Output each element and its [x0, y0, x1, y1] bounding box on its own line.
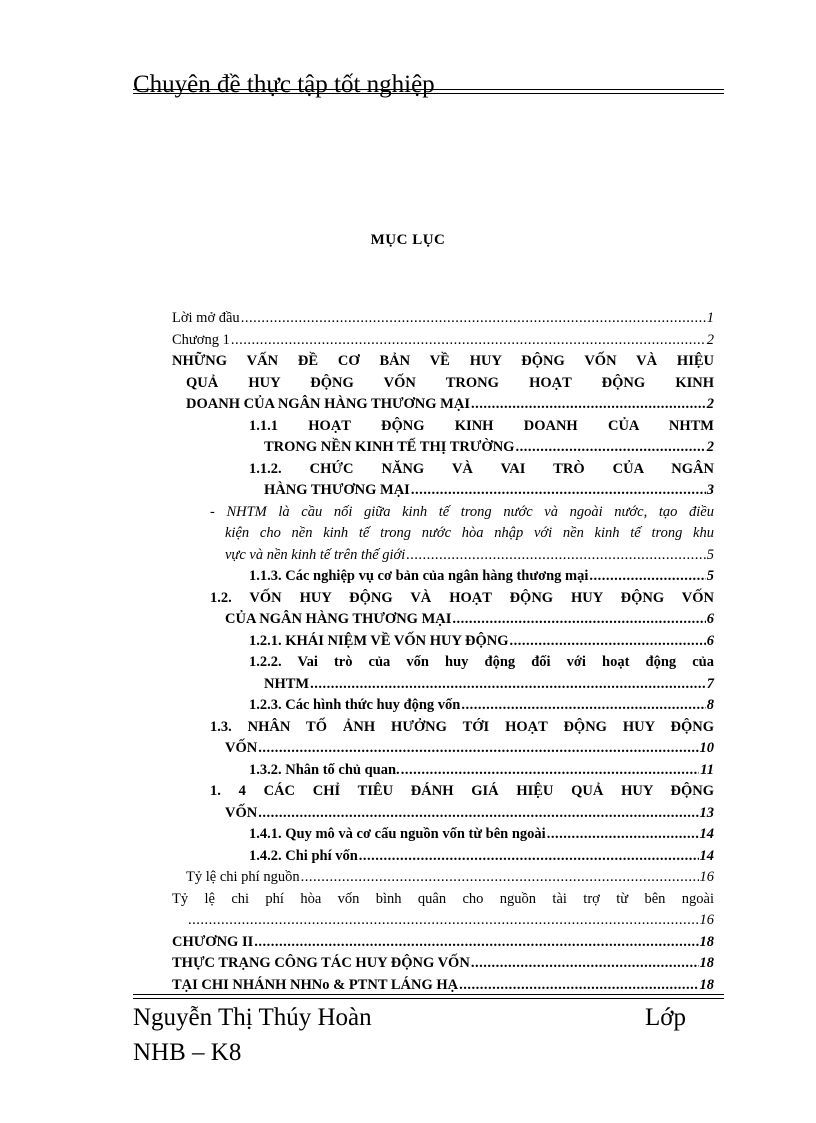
toc-page-number: 18 — [699, 933, 714, 950]
toc-entry[interactable] — [172, 932, 714, 954]
toc-page-number: 2 — [706, 439, 714, 455]
toc-page-number: 7 — [706, 675, 714, 692]
toc-entry[interactable] — [172, 566, 714, 588]
toc-entry-text: CỦA NGÂN HÀNG THƯƠNG MẠI — [225, 611, 452, 627]
toc-entry[interactable] — [172, 631, 714, 653]
toc-entry-text: 1.2. VỐN HUY ĐỘNG VÀ HOẠT ĐỘNG HUY ĐỘNG VỐN — [210, 589, 714, 606]
toc-entry[interactable] — [172, 717, 714, 760]
toc-entry[interactable] — [172, 846, 714, 868]
header-rule — [133, 89, 724, 90]
toc-leader-dots — [411, 480, 706, 502]
toc-entry-text: DOANH CỦA NGÂN HÀNG THƯƠNG MẠI — [186, 396, 470, 412]
toc-entry-text: VỐN — [225, 740, 258, 756]
toc-page-number: 11 — [700, 761, 714, 778]
toc-page-number: 8 — [706, 697, 714, 713]
toc-entry-text: 1.4.2. Chi phí vốn — [249, 847, 358, 864]
toc-page-number: 16 — [699, 912, 714, 928]
toc-leader-dots — [510, 631, 706, 653]
toc-leader-dots — [231, 330, 706, 352]
toc-entry-text: 1.1.3. Các nghiệp vụ cơ bản của ngân hàng thương mại — [249, 568, 589, 584]
toc-leader-dots — [515, 437, 705, 459]
document-header-title: Chuyên đề thực tập tốt nghiệp — [133, 71, 435, 98]
toc-leader-dots — [452, 609, 705, 631]
class-value: NHB – K8 — [133, 1039, 242, 1066]
toc-entry[interactable] — [172, 760, 714, 782]
table-of-contents — [172, 308, 714, 996]
toc-page-number: 6 — [706, 632, 714, 649]
toc-entry-text: Tỷ lệ chi phí nguồn — [186, 869, 300, 885]
toc-entry[interactable] — [172, 824, 714, 846]
footer-rule — [133, 994, 724, 995]
toc-entry-text: VỐN — [225, 804, 258, 821]
toc-page-number: 14 — [699, 847, 714, 864]
toc-leader-dots — [188, 910, 699, 932]
toc-leader-dots — [401, 760, 700, 782]
toc-entry-text: 1.1.2. CHỨC NĂNG VÀ VAI TRÒ CỦA NGÂN — [249, 460, 714, 477]
toc-entry[interactable] — [172, 308, 714, 330]
toc-page-number: 2 — [706, 396, 714, 412]
toc-leader-dots — [461, 695, 705, 717]
toc-entry-text: 1.2.1. KHÁI NIỆM VỀ VỐN HUY ĐỘNG — [249, 632, 509, 649]
toc-entry[interactable] — [172, 459, 714, 502]
toc-page-number: 5 — [706, 546, 714, 563]
toc-entry-text: 1.2.3. Các hình thức huy động vốn — [249, 697, 461, 713]
toc-entry-text: 1.4.1. Quy mô và cơ cấu nguồn vốn từ bên ngoài — [249, 826, 546, 842]
toc-title: MỤC LỤC — [370, 232, 446, 248]
toc-entry-text: CHƯƠNG II — [172, 933, 254, 950]
toc-entry-text: THỰC TRẠNG CÔNG TÁC HUY ĐỘNG VỐN — [172, 955, 470, 971]
toc-page-number: 5 — [706, 568, 714, 584]
toc-entry-text: TRONG NỀN KINH TẾ THỊ TRƯỜNG — [264, 439, 515, 455]
toc-entry[interactable] — [172, 953, 714, 975]
toc-entry-text: vực và nền kinh tế trên thế giới — [225, 546, 406, 563]
toc-page-number: 16 — [699, 869, 714, 885]
header-rule-double — [133, 93, 724, 94]
toc-leader-dots — [406, 545, 705, 567]
toc-leader-dots — [471, 953, 699, 975]
toc-entry[interactable] — [172, 867, 714, 889]
toc-entry-text: 1.1.1 HOẠT ĐỘNG KINH DOANH CỦA NHTM — [249, 417, 714, 434]
toc-leader-dots — [241, 308, 706, 330]
author-name: Nguyễn Thị Thúy Hoàn — [133, 1004, 372, 1031]
toc-leader-dots — [547, 824, 699, 846]
toc-entry[interactable] — [172, 588, 714, 631]
toc-entry-text: 1. 4 CÁC CHỈ TIÊU ĐÁNH GIÁ HIỆU QUẢ HUY ĐỘNG — [210, 783, 714, 799]
toc-page-number: 6 — [706, 611, 714, 627]
toc-entry-text: Chương 1 — [172, 331, 230, 348]
toc-entry-text: 1.2.2. Vai trò của vốn huy động đối với hoạt động của — [249, 654, 714, 670]
toc-entry-text: - NHTM là cầu nối giữa kinh tế trong nước và ngoài nước, tạo điều — [210, 503, 714, 520]
toc-entry-text: 1.3. NHÂN TỐ ẢNH HƯỞNG TỚI HOẠT ĐỘNG HUY ĐỘNG — [210, 718, 714, 735]
toc-page-number: 3 — [706, 482, 714, 498]
toc-entry[interactable] — [172, 416, 714, 459]
toc-entry-text: QUẢ HUY ĐỘNG VỐN TRONG HOẠT ĐỘNG KINH — [186, 374, 714, 391]
toc-page-number: 2 — [706, 331, 714, 348]
toc-entry-text: kiện cho nền kinh tế trong nước hòa nhập với nền kinh tế trong khu — [225, 525, 714, 541]
footer-rule-double — [133, 998, 724, 999]
toc-leader-dots — [359, 846, 699, 868]
toc-entry-text: HÀNG THƯƠNG MẠI — [264, 482, 410, 498]
toc-entry-text: Tỷ lệ chi phí hòa vốn bình quân cho nguồn tài trợ từ bên ngoài — [172, 890, 714, 907]
toc-leader-dots — [471, 394, 706, 416]
toc-page-number: 1 — [706, 310, 714, 326]
toc-entry[interactable] — [172, 330, 714, 352]
toc-entry[interactable] — [172, 889, 714, 932]
toc-entry-text: TẠI CHI NHÁNH NHNo & PTNT LÁNG HẠ — [172, 976, 459, 993]
class-label: Lớp — [645, 1004, 686, 1031]
toc-entry[interactable] — [172, 652, 714, 695]
toc-leader-dots — [301, 867, 699, 889]
toc-entry-text: 1.3.2. Nhân tố chủ quan. — [249, 761, 400, 778]
toc-entry[interactable] — [172, 781, 714, 824]
toc-leader-dots — [254, 932, 698, 954]
toc-entry[interactable] — [172, 695, 714, 717]
toc-entry-text: Lời mở đầu — [172, 310, 240, 326]
toc-entry-text: NHỮNG VẤN ĐỀ CƠ BẢN VỀ HUY ĐỘNG VỐN VÀ HIỆU — [172, 353, 714, 369]
toc-page-number: 18 — [699, 955, 714, 971]
toc-leader-dots — [459, 975, 698, 997]
toc-leader-dots — [258, 738, 698, 760]
toc-entry-text: NHTM — [264, 675, 310, 692]
toc-entry[interactable] — [172, 975, 714, 997]
toc-page-number: 10 — [699, 740, 714, 756]
toc-entry[interactable] — [172, 351, 714, 416]
toc-leader-dots — [258, 803, 698, 825]
toc-page-number: 13 — [699, 804, 714, 821]
toc-leader-dots — [310, 674, 706, 696]
toc-leader-dots — [589, 566, 705, 588]
toc-entry[interactable] — [172, 502, 714, 567]
toc-page-number: 14 — [699, 826, 714, 842]
toc-page-number: 18 — [699, 976, 714, 993]
